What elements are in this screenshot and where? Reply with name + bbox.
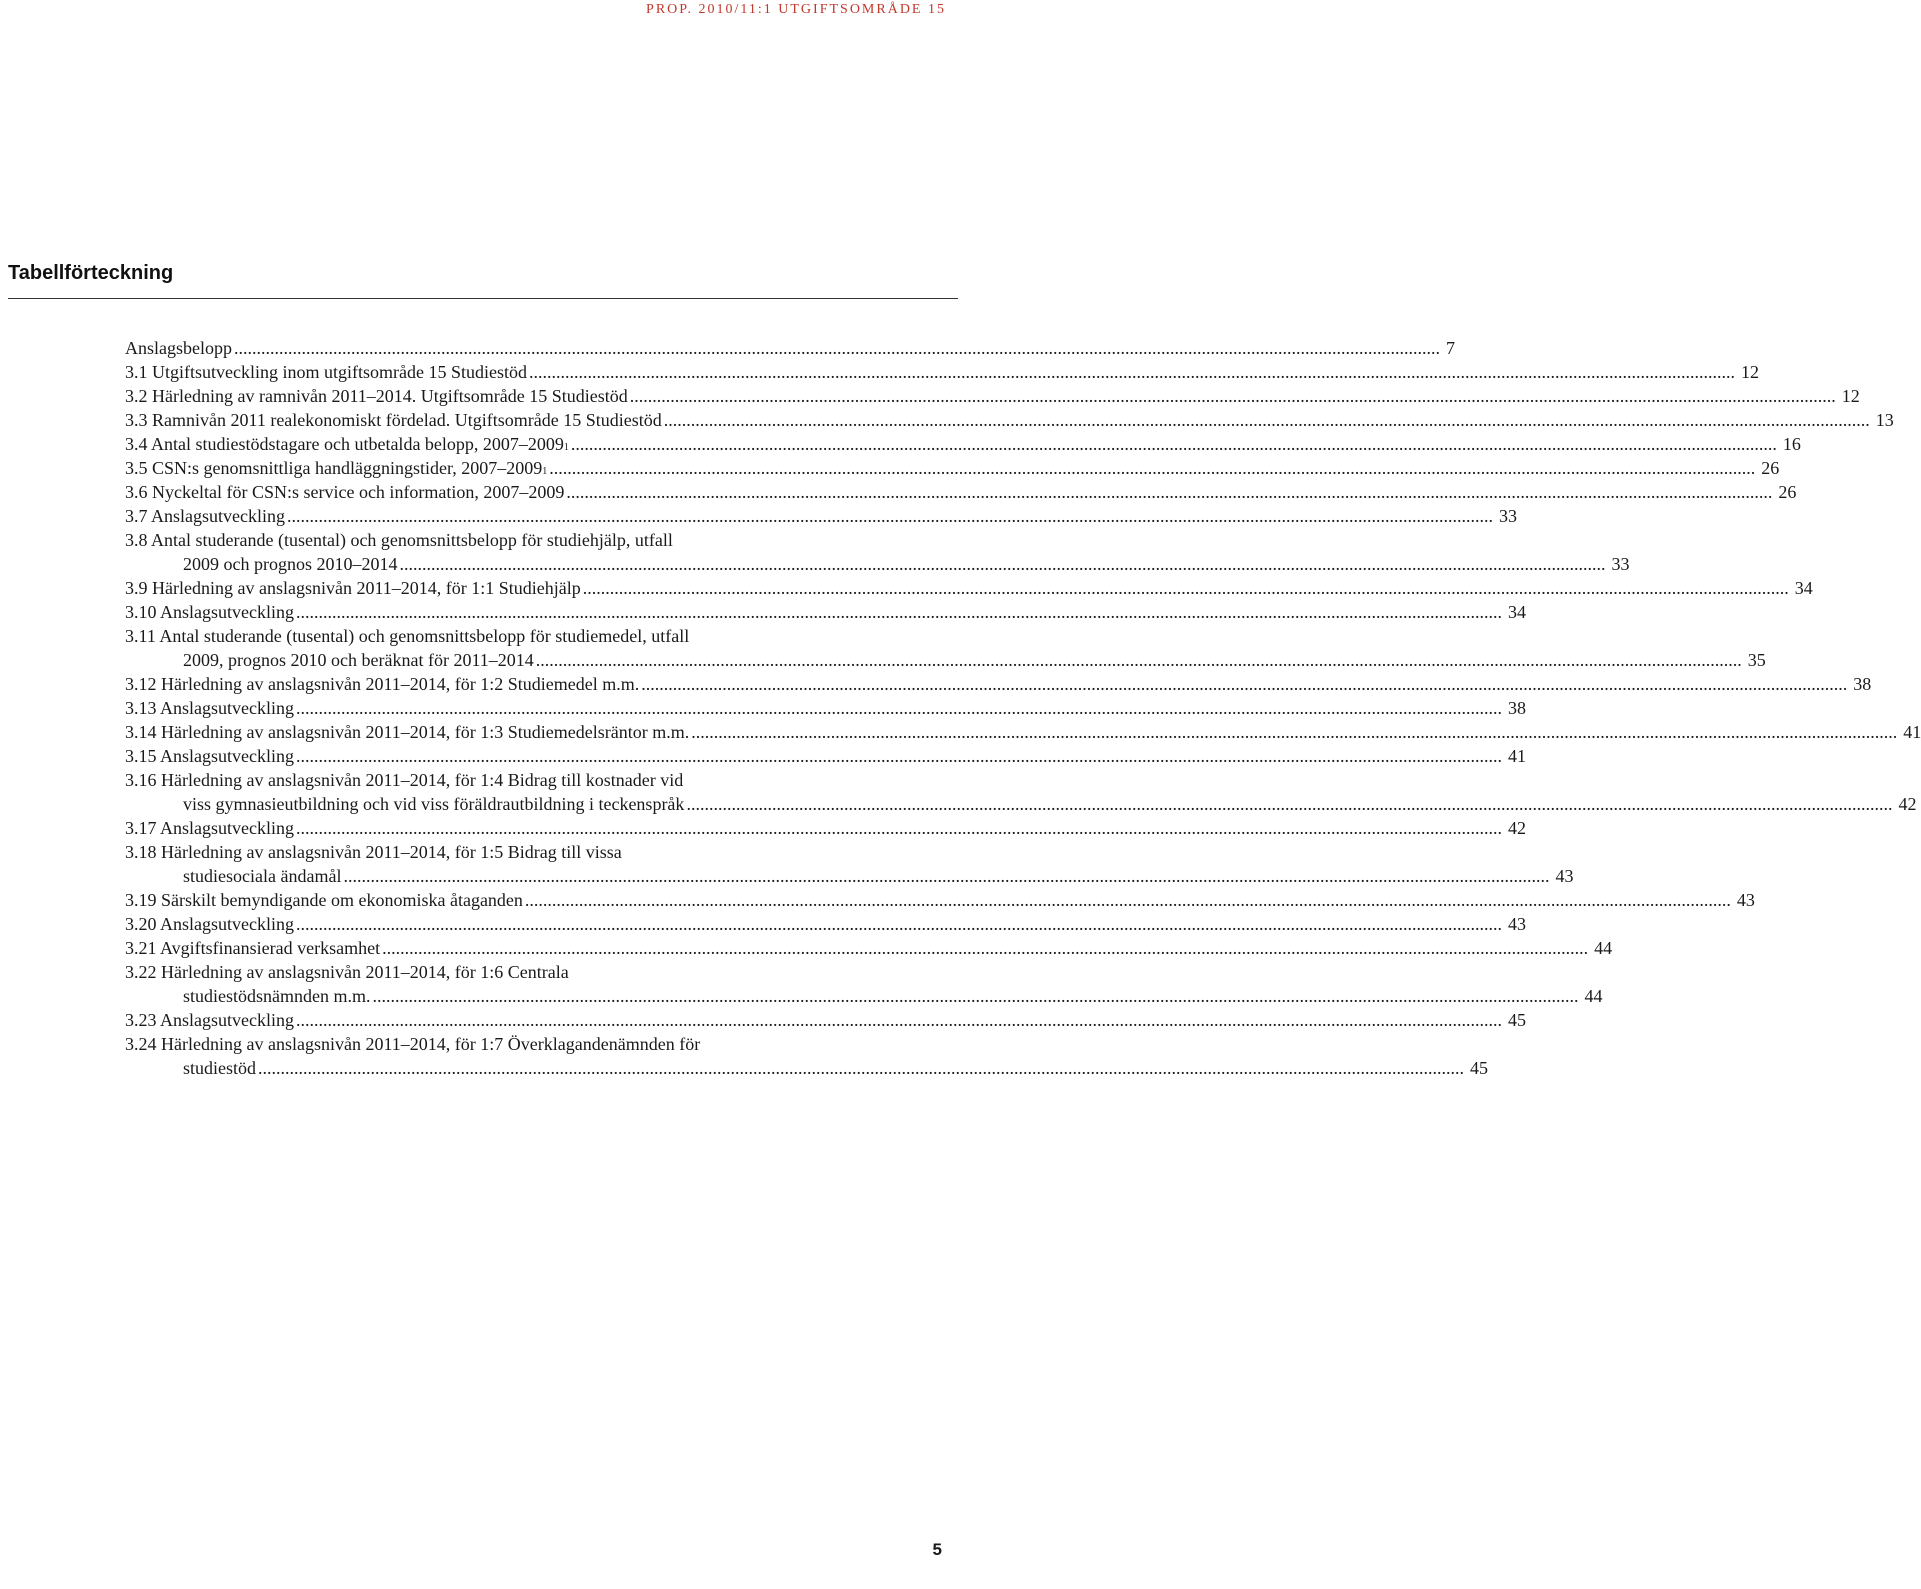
toc-entry-title: 3.20 Anslagsutveckling <box>125 914 294 934</box>
dot-leader <box>529 360 1735 384</box>
toc-entry[interactable] <box>125 840 1574 888</box>
toc-entry[interactable] <box>125 384 1860 408</box>
toc-entry-title: 3.11 Antal studerande (tusental) och genomsnittsbelopp för studiemedel, utfall <box>125 626 690 646</box>
toc-entry-title: 3.21 Avgiftsfinansierad verksamhet <box>125 938 381 958</box>
toc-entry-title: studiestödsnämnden m.m. <box>183 986 371 1006</box>
toc-entry-page-number: 7 <box>1446 338 1455 358</box>
toc-entry[interactable] <box>125 1032 1489 1080</box>
dot-leader <box>630 384 1836 408</box>
dot-leader <box>583 576 1789 600</box>
toc-entry[interactable] <box>125 336 1455 360</box>
toc-entry-title: 3.5 CSN:s genomsnittliga handläggningstider, 2007–2009 <box>125 458 543 478</box>
toc-entry-page-number: 12 <box>1740 362 1759 382</box>
toc-entry-page-number: 38 <box>1508 698 1526 718</box>
heading-divider <box>8 298 958 299</box>
toc-entry-title: studiesociala ändamål <box>183 866 342 886</box>
toc-entry-page-number: 35 <box>1747 650 1766 670</box>
toc-entry-title-line <box>125 744 1526 768</box>
dot-leader <box>571 432 1777 456</box>
page-number: 5 <box>932 1540 942 1559</box>
dot-leader <box>691 720 1897 744</box>
toc-entry-title-line <box>125 1008 1526 1032</box>
toc-entry-title: 3.19 Särskilt bemyndigande om ekonomiska åtaganden <box>125 890 523 910</box>
toc-entry[interactable] <box>125 624 1766 672</box>
toc-entry-title: 3.2 Härledning av ramnivån 2011–2014. Utgiftsområde 15 Studiestöd <box>125 386 628 406</box>
dot-leader <box>234 336 1440 360</box>
dot-leader <box>296 696 1502 720</box>
dot-leader <box>296 912 1502 936</box>
toc-entry-page-number: 44 <box>1584 986 1603 1006</box>
toc-entry-title-line <box>125 696 1526 720</box>
toc-entry-page-number: 26 <box>1761 458 1780 478</box>
toc-entry[interactable] <box>125 360 1759 384</box>
toc-entry-page-number: 33 <box>1611 554 1630 574</box>
toc-entry-continuation-line <box>125 1056 1489 1080</box>
toc-list <box>125 336 1921 1080</box>
dot-leader <box>373 984 1579 1008</box>
toc-entry[interactable] <box>125 504 1517 528</box>
toc-entry-title-line <box>125 912 1526 936</box>
toc-entry-page-number: 43 <box>1555 866 1574 886</box>
dot-leader <box>641 672 1847 696</box>
toc-entry-continuation-line <box>125 792 1917 816</box>
toc-entry-title-line: 3.4 Antal studiestödstagare och utbetalda belopp, 2007–2009 1 ..... 16 <box>125 432 954 456</box>
toc-entry-title-line <box>125 336 1455 360</box>
dot-leader <box>296 744 1502 768</box>
toc-entry-title: 3.16 Härledning av anslagsnivån 2011–2014, för 1:4 Bidrag till kostnader vid <box>125 770 684 790</box>
toc-entry[interactable] <box>125 888 1755 912</box>
dot-leader <box>296 600 1502 624</box>
dot-leader <box>686 792 1892 816</box>
dot-leader <box>525 888 1731 912</box>
toc-entry-title-line <box>125 408 1894 432</box>
toc-entry-page-number: 42 <box>1508 818 1526 838</box>
toc-entry-page-number: 12 <box>1841 386 1860 406</box>
page-title: Tabellförteckning <box>8 262 174 284</box>
dot-leader <box>258 1056 1464 1080</box>
toc-entry-page-number: 43 <box>1736 890 1755 910</box>
toc-entry-continuation-line <box>125 648 1766 672</box>
toc-entry[interactable] <box>125 1008 1526 1032</box>
toc-entry-title: studiestöd <box>183 1058 257 1078</box>
toc-entry-page-number: 41 <box>1508 746 1526 766</box>
toc-entry-title-line <box>125 1032 954 1056</box>
toc-entry-page-number: 41 <box>1903 722 1921 742</box>
toc-entry-page-number: 45 <box>1470 1058 1489 1078</box>
toc-entry-page-number: 34 <box>1508 602 1526 622</box>
toc-entry[interactable] <box>125 600 1526 624</box>
toc-entry-title-line <box>125 624 954 648</box>
dot-leader <box>549 456 1755 480</box>
toc-entry[interactable] <box>125 816 1526 840</box>
toc-entry[interactable] <box>125 456 1780 480</box>
toc-entry-title-line <box>125 360 1759 384</box>
toc-entry-title: viss gymnasieutbildning och vid viss föräldrautbildning i teckenspråk <box>183 794 685 814</box>
toc-entry-title: 2009, prognos 2010 och beräknat för 2011–2014 <box>183 650 534 670</box>
toc-entry-title: 3.18 Härledning av anslagsnivån 2011–2014, för 1:5 Bidrag till vissa <box>125 842 622 862</box>
toc-entry-title: 3.8 Antal studerande (tusental) och genomsnittsbelopp för studiehjälp, utfall <box>125 530 673 550</box>
toc-entry-page-number: 42 <box>1898 794 1917 814</box>
toc-entry-title: 3.7 Anslagsutveckling <box>125 506 285 526</box>
toc-entry-title: 3.24 Härledning av anslagsnivån 2011–2014, för 1:7 Överklagandenämnden för <box>125 1034 701 1054</box>
toc-entry-page-number: 38 <box>1853 674 1872 694</box>
toc-entry-title-line <box>125 504 1517 528</box>
toc-entry[interactable] <box>125 696 1526 720</box>
toc-entry[interactable] <box>125 480 1797 504</box>
toc-entry[interactable] <box>125 936 1613 960</box>
toc-entry[interactable] <box>125 720 1921 744</box>
toc-entry-title: 3.17 Anslagsutveckling <box>125 818 294 838</box>
toc-entry-title: 3.6 Nyckeltal för CSN:s service och information, 2007–2009 <box>125 482 565 502</box>
toc-entry-page-number: 43 <box>1508 914 1526 934</box>
toc-entry-title: 3.10 Anslagsutveckling <box>125 602 294 622</box>
toc-entry-title: 3.15 Anslagsutveckling <box>125 746 294 766</box>
toc-entry-continuation-line <box>125 984 1603 1008</box>
dot-leader <box>664 408 1870 432</box>
toc-entry[interactable] <box>125 912 1526 936</box>
toc-entry-page-number: 33 <box>1499 506 1517 526</box>
toc-entry-page-number: 45 <box>1508 1010 1526 1030</box>
toc-entry-title: 3.4 Antal studiestödstagare och utbetalda belopp, 2007–2009 <box>125 434 564 454</box>
toc-entry-title: 3.9 Härledning av anslagsnivån 2011–2014, för 1:1 Studiehjälp <box>125 578 581 598</box>
toc-entry-title: 3.22 Härledning av anslagsnivån 2011–2014, för 1:6 Centrala <box>125 962 569 982</box>
toc-entry-title: Anslagsbelopp <box>125 338 232 358</box>
toc-entry[interactable] <box>125 744 1526 768</box>
toc-entry-title: 3.12 Härledning av anslagsnivån 2011–2014, för 1:2 Studiemedel m.m. <box>125 674 640 694</box>
toc-entry[interactable] <box>125 960 1603 1008</box>
toc-entry-title-line <box>125 840 954 864</box>
toc-entry-title-line <box>125 720 1921 744</box>
toc-entry-page-number: 44 <box>1594 938 1613 958</box>
toc-entry-title-line <box>125 672 1872 696</box>
toc-entry-title-line <box>125 528 954 552</box>
toc-entry-page-number: 26 <box>1778 482 1797 502</box>
toc-entry-continuation-line <box>125 552 1630 576</box>
toc-entry-title-line: 3.5 CSN:s genomsnittliga handläggningstider, 2007–2009 1 ..... 26 <box>125 456 954 480</box>
toc-entry[interactable] <box>125 432 1801 456</box>
running-header: PROP. 2010/11:1 UTGIFTSOMRÅDE 15 <box>646 2 946 17</box>
toc-entry-page-number: 13 <box>1875 410 1894 430</box>
toc-entry-title: 3.13 Anslagsutveckling <box>125 698 294 718</box>
toc-entry-title: 3.3 Ramnivån 2011 realekonomiskt fördelad. Utgiftsområde 15 Studiestöd <box>125 410 662 430</box>
toc-entry-title: 3.23 Anslagsutveckling <box>125 1010 294 1030</box>
toc-entry-continuation-line <box>125 864 1574 888</box>
dot-leader <box>296 816 1502 840</box>
dot-leader <box>536 648 1742 672</box>
dot-leader <box>400 552 1606 576</box>
toc-entry-title-line <box>125 888 1755 912</box>
toc-entry-title-line <box>125 576 1813 600</box>
dot-leader <box>382 936 1588 960</box>
toc-entry[interactable] <box>125 528 1630 576</box>
toc-entry-page-number: 16 <box>1782 434 1801 454</box>
toc-entry-title-line <box>125 816 1526 840</box>
toc-entry-title: 3.14 Härledning av anslagsnivån 2011–2014, för 1:3 Studiemedelsräntor m.m. <box>125 722 690 742</box>
toc-entry[interactable] <box>125 576 1813 600</box>
toc-entry[interactable] <box>125 408 1894 432</box>
dot-leader <box>566 480 1772 504</box>
toc-entry-page-number: 34 <box>1794 578 1813 598</box>
toc-entry-title-line <box>125 936 1613 960</box>
toc-entry-title: 3.1 Utgiftsutveckling inom utgiftsområde 15 Studiestöd <box>125 362 527 382</box>
toc-entry-title-line <box>125 384 1860 408</box>
toc-entry[interactable] <box>125 768 1917 816</box>
toc-entry[interactable] <box>125 672 1872 696</box>
toc-entry-title-line <box>125 480 1797 504</box>
dot-leader <box>296 1008 1502 1032</box>
toc-entry-title: 2009 och prognos 2010–2014 <box>183 554 398 574</box>
dot-leader <box>343 864 1549 888</box>
dot-leader <box>287 504 1493 528</box>
toc-entry-title-line <box>125 960 954 984</box>
toc-entry-title-line <box>125 600 1526 624</box>
toc-entry-title-line <box>125 768 954 792</box>
